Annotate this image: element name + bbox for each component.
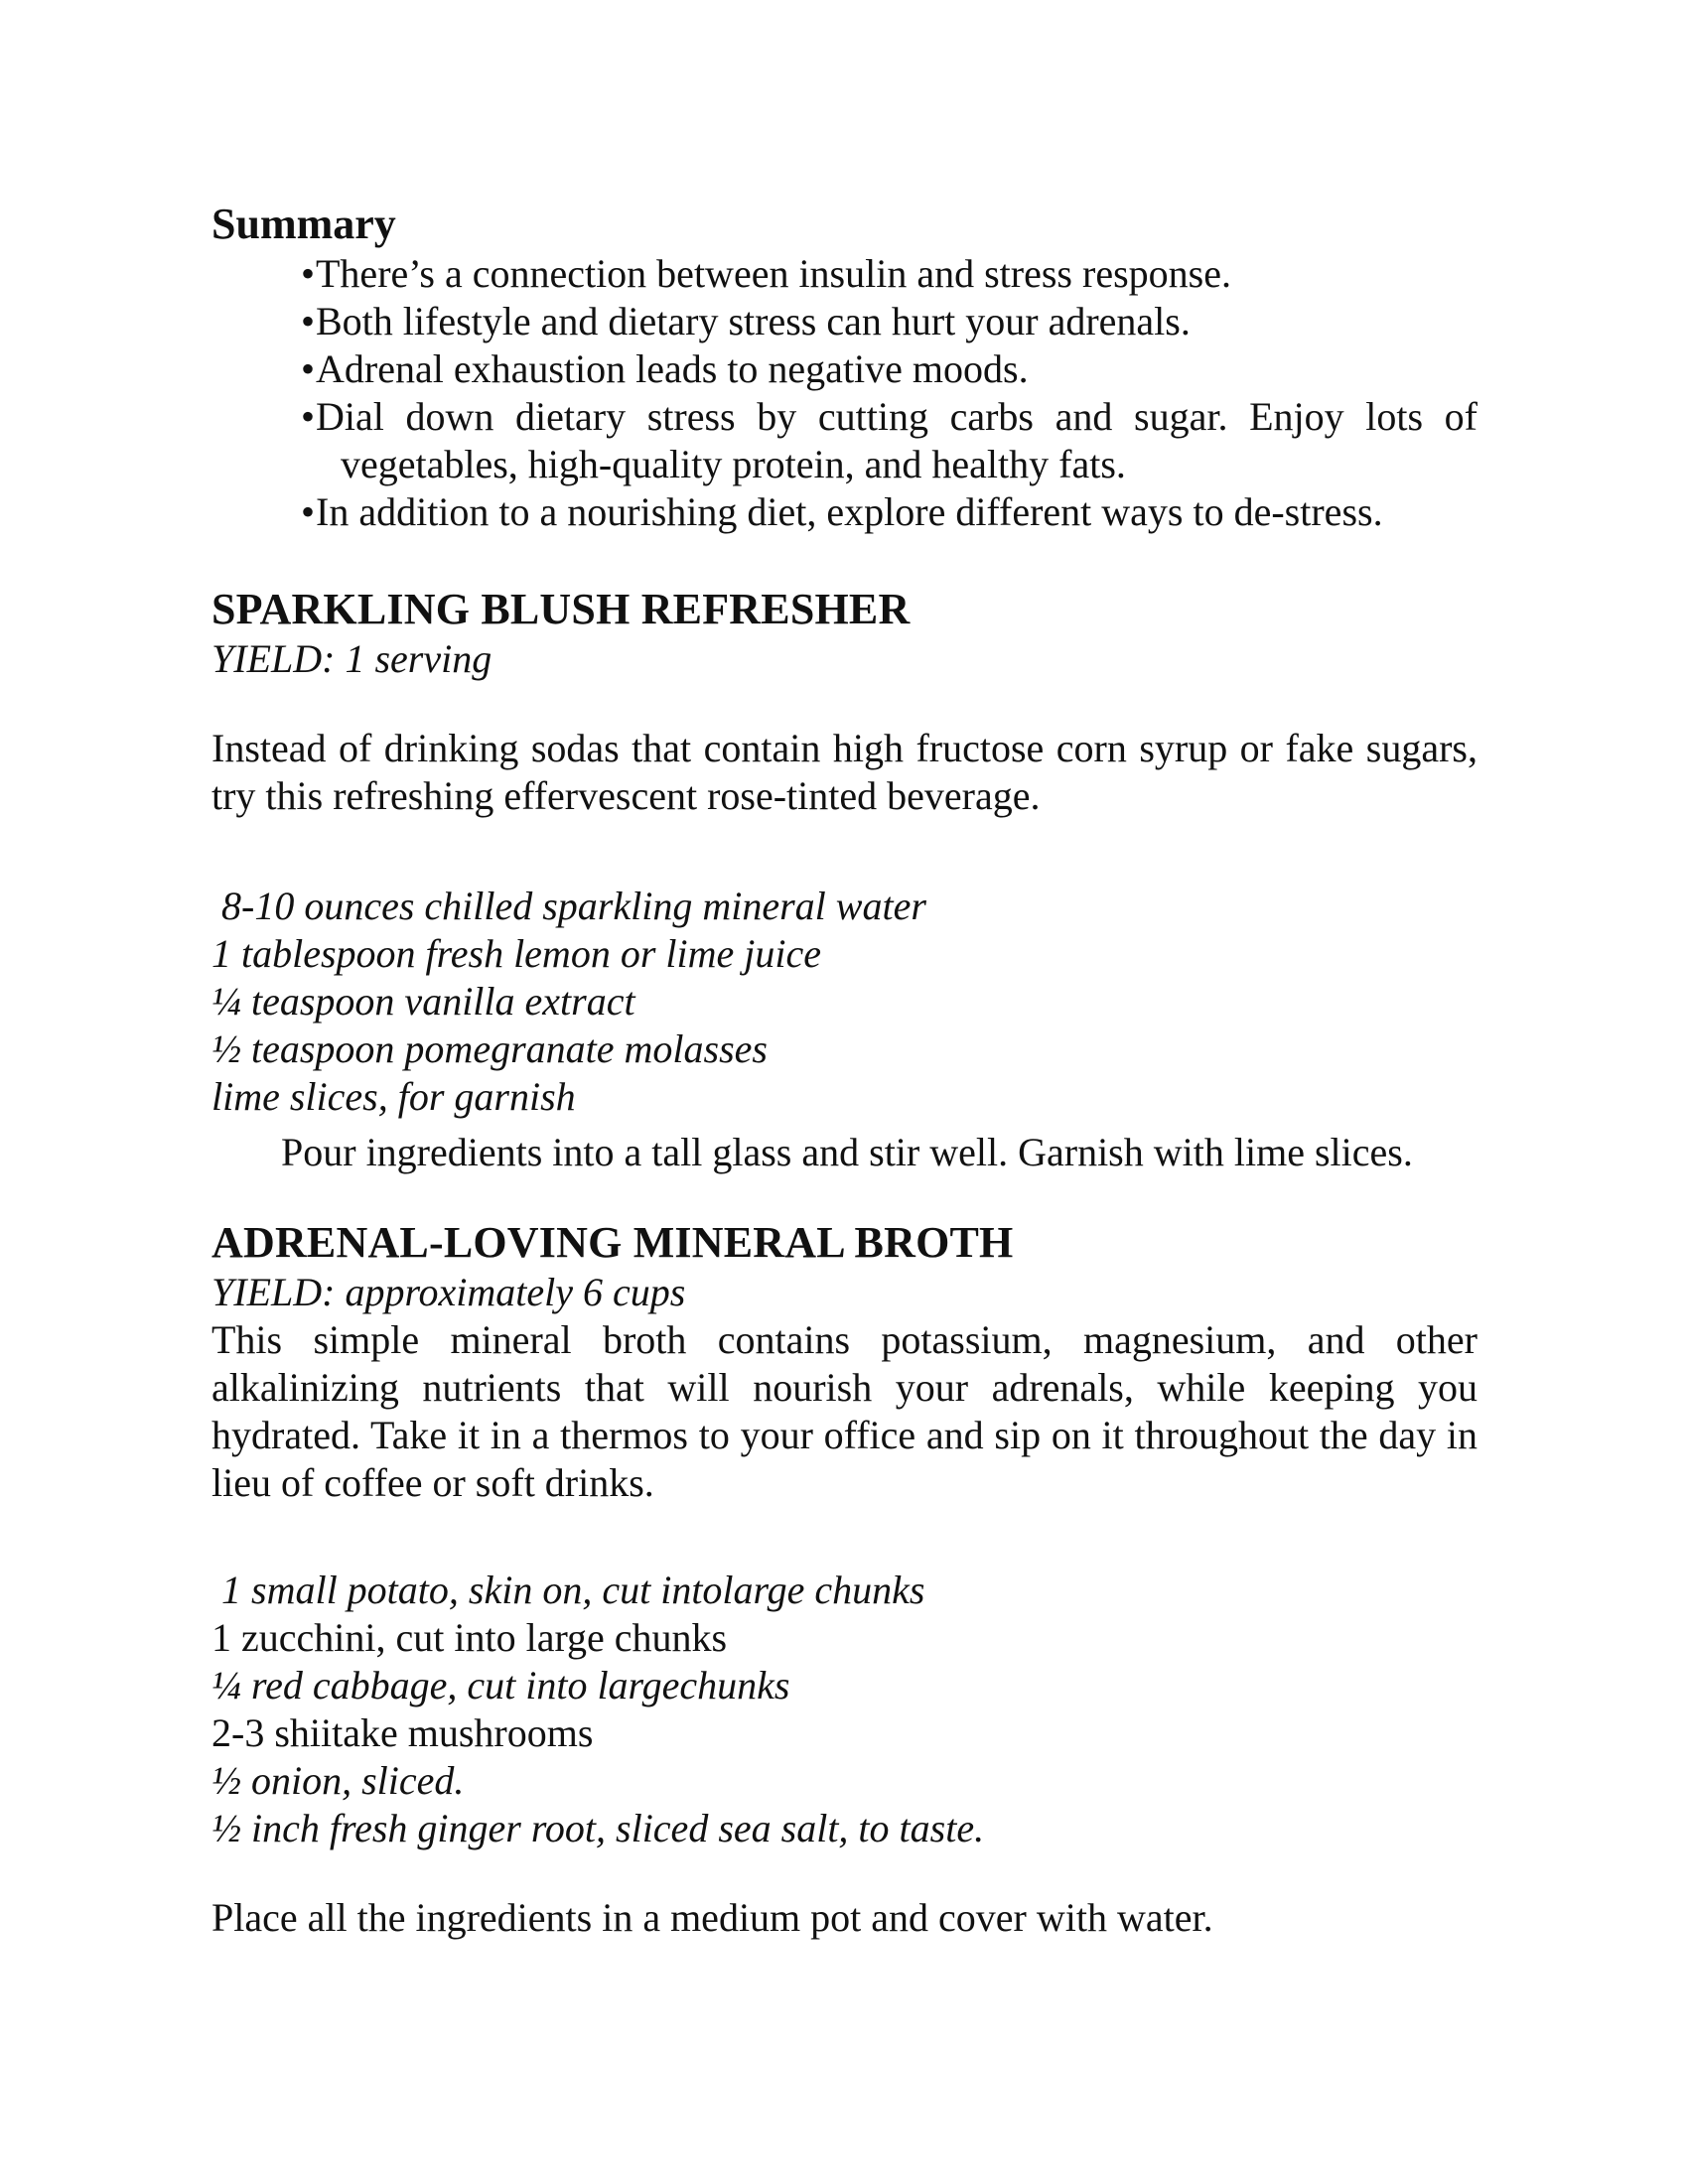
bullet-icon: •	[301, 299, 316, 343]
bullet-icon: •	[301, 346, 316, 391]
recipe-yield: YIELD: approximately 6 cups	[211, 1270, 686, 1314]
bullet-icon: •	[301, 489, 316, 534]
ingredient-list	[211, 1567, 1477, 1852]
bullet-icon: •	[301, 394, 316, 439]
summary-item: •Both lifestyle and dietary stress can hurt your adrenals.	[301, 299, 1191, 343]
ingredient-list	[211, 883, 1477, 1121]
recipe-instructions: Pour ingredients into a tall glass and stir well. Garnish with lime slices.	[281, 1130, 1413, 1174]
ingredient-item: 8-10 ounces chilled sparkling mineral water	[221, 884, 926, 928]
summary-heading: Summary	[211, 200, 396, 248]
ingredient-item: ¼ teaspoon vanilla extract	[211, 979, 635, 1024]
summary-item: •In addition to a nourishing diet, explore different ways to de-stress.	[301, 489, 1383, 534]
ingredient-item: ½ onion, sliced.	[211, 1758, 465, 1803]
summary-section	[211, 199, 1477, 536]
summary-item: •Dial down dietary stress by cutting carbs and sugar. Enjoy lots of vegetables, high-quality protein, and healthy fats.	[301, 394, 1477, 486]
recipe-sparkling-blush	[211, 584, 1477, 1176]
ingredient-item: lime slices, for garnish	[211, 1074, 576, 1119]
recipe-title: ADRENAL-LOVING MINERAL BROTH	[211, 1218, 1014, 1267]
ingredient-item: 1 zucchini, cut into large chunks	[211, 1615, 728, 1660]
ingredient-item: ¼ red cabbage, cut into largechunks	[211, 1663, 790, 1707]
summary-list	[211, 250, 1477, 536]
ingredient-item: 2-3 shiitake mushrooms	[211, 1710, 594, 1755]
recipe-instructions: Place all the ingredients in a medium pot and cover with water.	[211, 1895, 1213, 1940]
ingredient-item: ½ inch fresh ginger root, sliced sea salt, to taste.	[211, 1806, 985, 1850]
recipe-description: This simple mineral broth contains potassium, magnesium, and other alkalinizing nutrients that will nourish your adrenals, while keeping you hydrated. Take it in a thermos to your office and sip on it throughout the day in lieu of coffee or soft drinks.	[211, 1317, 1477, 1505]
recipe-title: SPARKLING BLUSH REFRESHER	[211, 585, 911, 633]
recipe-mineral-broth	[211, 1217, 1477, 1942]
recipe-description: Instead of drinking sodas that contain high fructose corn syrup or fake sugars, try this refreshing effervescent rose-tinted beverage.	[211, 726, 1477, 818]
document-page	[211, 199, 1477, 1942]
ingredient-item: 1 small potato, skin on, cut intolarge chunks	[221, 1568, 925, 1612]
bullet-icon: •	[301, 251, 316, 296]
summary-item: •There’s a connection between insulin and stress response.	[301, 251, 1231, 296]
ingredient-item: ½ teaspoon pomegranate molasses	[211, 1026, 768, 1071]
recipe-yield: YIELD: 1 serving	[211, 636, 492, 681]
ingredient-item: 1 tablespoon fresh lemon or lime juice	[211, 931, 821, 976]
summary-item: •Adrenal exhaustion leads to negative moods.	[301, 346, 1029, 391]
